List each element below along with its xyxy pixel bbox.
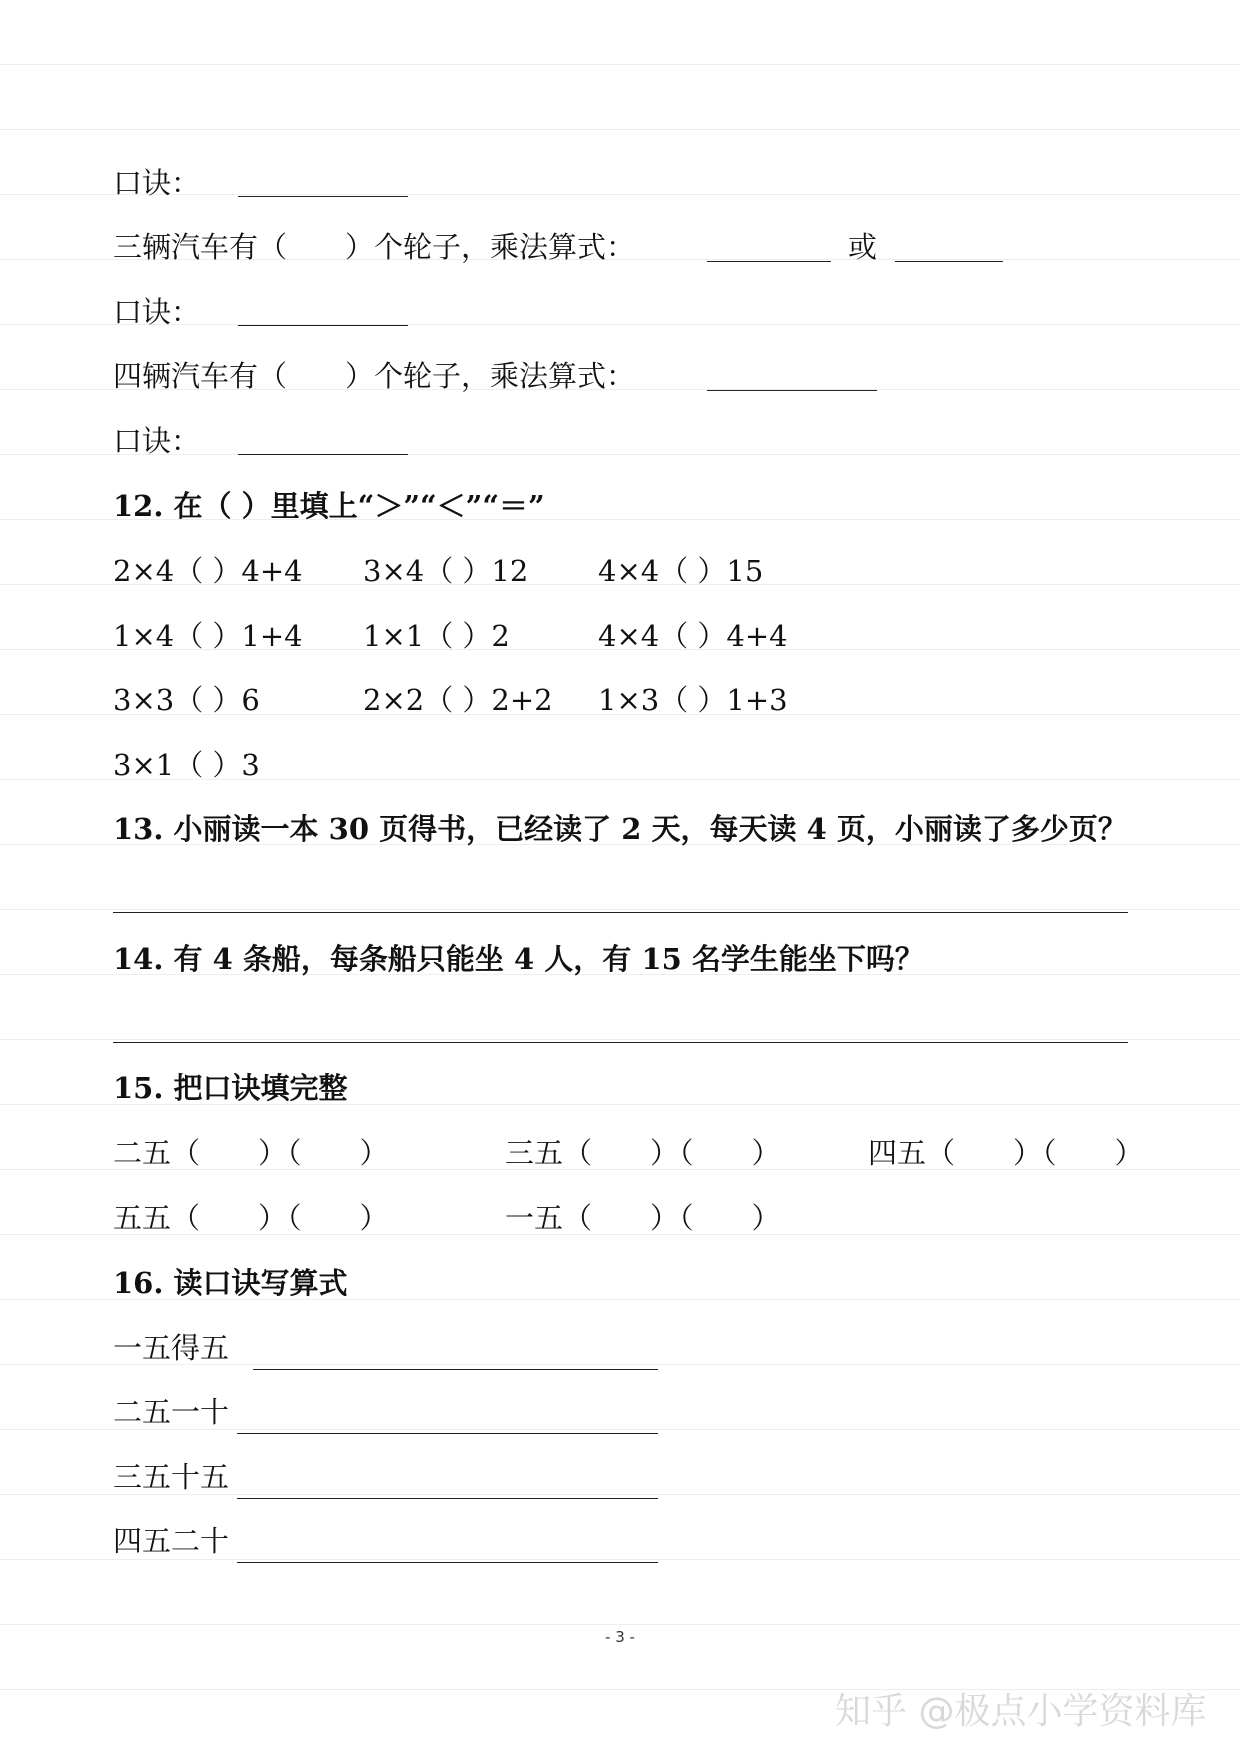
koujue-fill-item[interactable]: 三五（ ）（ ） [505, 1136, 781, 1170]
koujue-label-1: 口诀： [113, 166, 201, 200]
q13-title: 13. 小丽读一本 30 页得书，已经读了 2 天，每天读 4 页，小丽读了多少页？ [113, 812, 1127, 846]
compare-item[interactable]: 3×1（ ）3 [113, 748, 260, 782]
compare-item[interactable]: 1×4（ ）1+4 [113, 619, 303, 653]
q14-answer-line[interactable] [113, 1042, 1128, 1043]
koujue-fill-item[interactable]: 四五（ ）（ ） [868, 1136, 1144, 1170]
compare-item[interactable]: 4×4（ ）4+4 [598, 619, 788, 653]
q13-answer-line[interactable] [113, 912, 1128, 913]
koujue-fill-item[interactable]: 一五（ ）（ ） [505, 1201, 781, 1235]
or-label: 或 [848, 230, 878, 264]
multiplication-blank-4[interactable] [707, 390, 877, 391]
koujue-label-2: 口诀： [113, 295, 201, 329]
koujue-label-3: 口诀： [113, 424, 201, 458]
koujue-blank-1[interactable] [238, 196, 408, 197]
q16-title: 16. 读口诀写算式 [113, 1266, 348, 1300]
compare-item[interactable]: 3×4（ ）12 [363, 554, 529, 588]
formula-answer-line[interactable] [237, 1498, 658, 1499]
q14-title: 14. 有 4 条船，每条船只能坐 4 人，有 15 名学生能坐下吗？ [113, 942, 924, 976]
koujue-fill-item[interactable]: 二五（ ）（ ） [113, 1136, 389, 1170]
compare-item[interactable]: 4×4（ ）15 [598, 554, 764, 588]
compare-item[interactable]: 2×4（ ）4+4 [113, 554, 303, 588]
watermark: 知乎 @极点小学资料库 [835, 1691, 1207, 1732]
koujue-blank-3[interactable] [238, 454, 408, 455]
compare-item[interactable]: 3×3（ ）6 [113, 683, 260, 717]
koujue-item: 四五二十 [113, 1524, 230, 1558]
compare-item[interactable]: 1×1（ ）2 [363, 619, 510, 653]
three-cars-question: 三辆汽车有（ ）个轮子，乘法算式： [113, 230, 636, 264]
compare-item[interactable]: 1×3（ ）1+3 [598, 683, 788, 717]
four-cars-question: 四辆汽车有（ ）个轮子，乘法算式： [113, 359, 636, 393]
koujue-item: 三五十五 [113, 1460, 230, 1494]
koujue-blank-2[interactable] [238, 325, 408, 326]
formula-answer-line[interactable] [253, 1369, 658, 1370]
page-number: - 3 - [605, 1628, 635, 1646]
formula-answer-line[interactable] [237, 1433, 658, 1434]
koujue-item: 一五得五 [113, 1331, 230, 1365]
multiplication-blank-3b[interactable] [895, 261, 1003, 262]
compare-item[interactable]: 2×2（ ）2+2 [363, 683, 553, 717]
q12-title: 12. 在（ ）里填上“＞”“＜”“＝” [113, 489, 545, 523]
q15-title: 15. 把口诀填完整 [113, 1071, 348, 1105]
multiplication-blank-3a[interactable] [707, 261, 831, 262]
koujue-item: 二五一十 [113, 1395, 230, 1429]
koujue-fill-item[interactable]: 五五（ ）（ ） [113, 1201, 389, 1235]
formula-answer-line[interactable] [237, 1562, 658, 1563]
